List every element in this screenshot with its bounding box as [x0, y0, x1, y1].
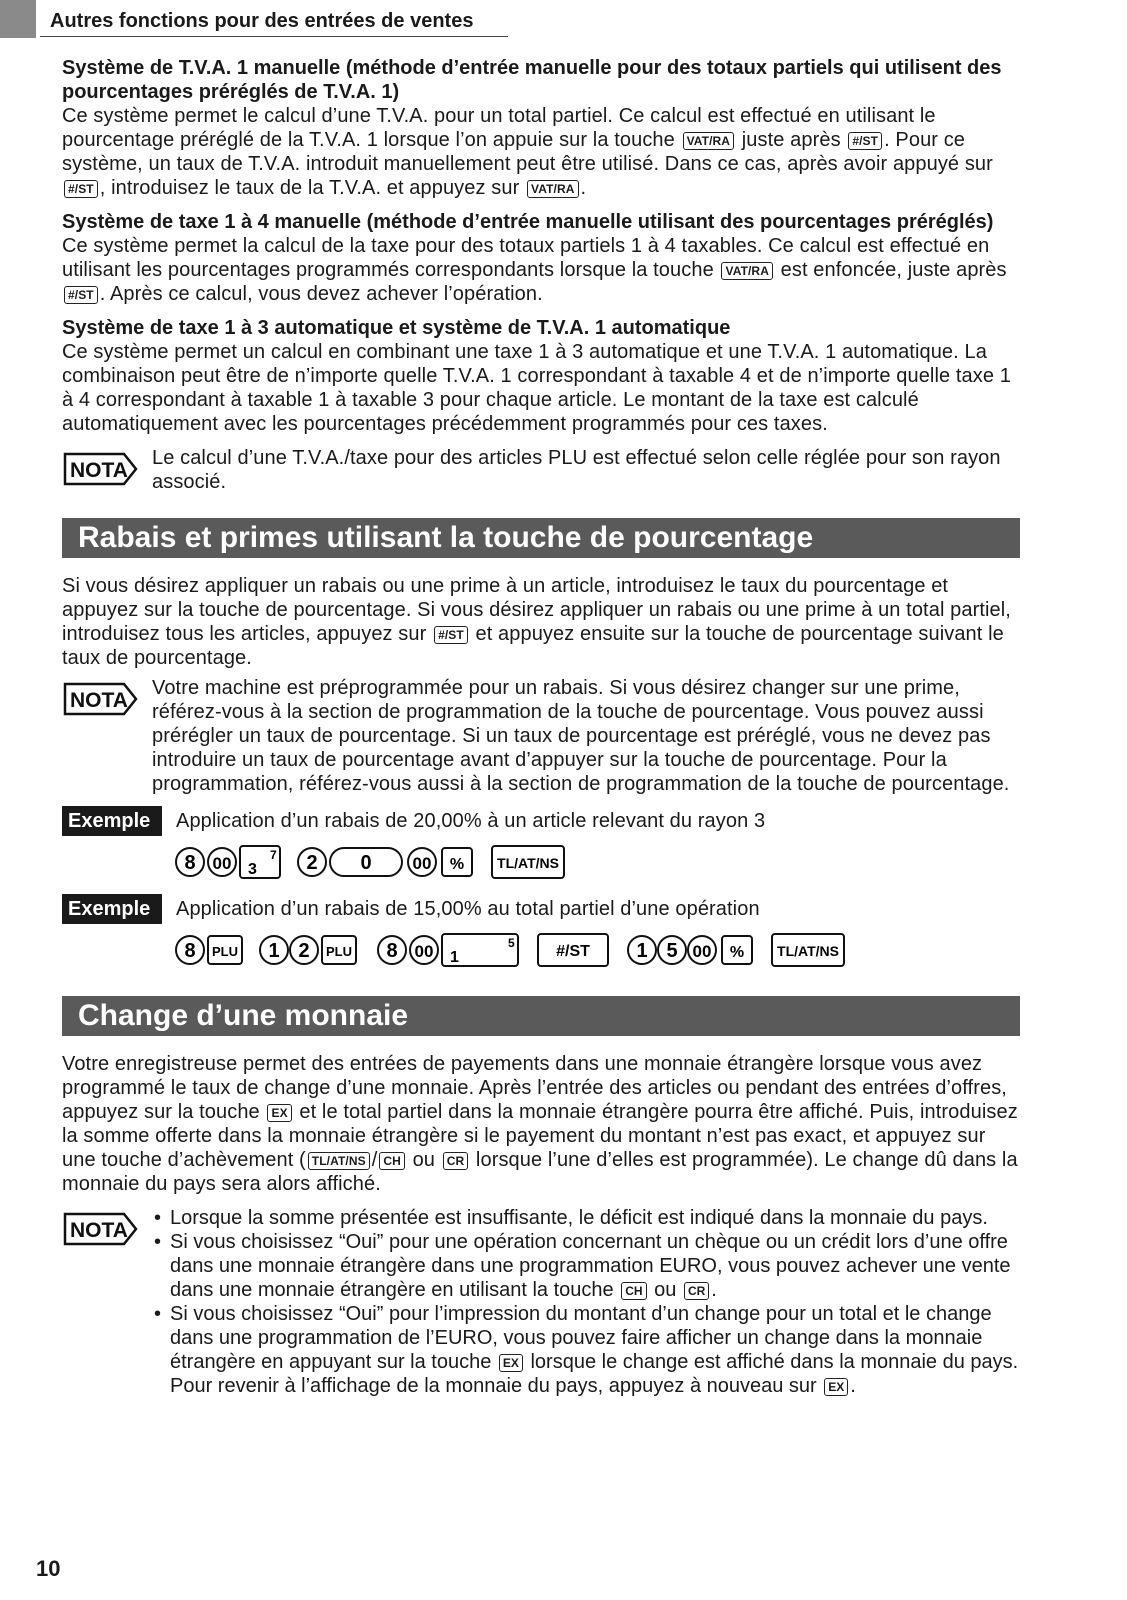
- key-vatra: VAT/RA: [721, 262, 773, 280]
- header-tab-marker: [0, 0, 36, 38]
- svg-text:NOTA: NOTA: [70, 1219, 128, 1242]
- digit-key-00: [208, 848, 236, 876]
- svg-text:00: 00: [692, 942, 712, 961]
- section-title-discount: Rabais et primes utilisant la touche de pourcentage: [62, 518, 1020, 558]
- key-cr: CR: [684, 1282, 709, 1300]
- svg-text:8: 8: [184, 940, 196, 962]
- tax-automatic: [62, 316, 1020, 436]
- paragraph: Ce système permet le calcul d’une T.V.A. pour un total partiel. Ce calcul est effectué en utilisant le pourcentage préréglé de la T.V.A. 1 lorsque l’on appuie sur la touche VAT/RA juste après #/ST . Pour ce système, un taux de T.V.A. introduit manuellement peut être utilisé. Dans ce cas, après avoir appuyé sur #/ST , introduisez le taux de la T.V.A. et appuyez sur VAT/RA .: [62, 105, 993, 199]
- svg-text:00: 00: [412, 854, 432, 873]
- key-sequence-2: [174, 928, 1020, 972]
- key-ex: EX: [824, 1378, 848, 1396]
- example-2: [62, 894, 1020, 924]
- svg-text:8: 8: [184, 852, 196, 874]
- example-badge: Exemple: [62, 894, 162, 924]
- svg-text:TL/AT/NS: TL/AT/NS: [777, 943, 839, 959]
- digit-key-5: [658, 936, 686, 964]
- svg-text:#/ST: #/ST: [556, 943, 590, 960]
- nota-text: Votre machine est préprogrammée pour un rabais. Si vous désirez changer sur une prime, référez-vous à la section de programmation de la touche de pourcentage. Vous pouvez aussi prérégler un taux de pourcentage. Si un taux de pourcentage est préréglé, vous ne devez pas introduire un taux de pourcentage avant d’appuyer sur la touche de pourcentage. Pour la programmation, référez-vous aussi à la section de programmation de la touche de pourcentage.: [152, 677, 1010, 795]
- digit-key-2: [298, 848, 326, 876]
- digit-key-00: [410, 936, 438, 964]
- nota-badge-icon: [62, 1206, 140, 1252]
- nota-note: [62, 1206, 1020, 1398]
- svg-text:%: %: [729, 944, 745, 961]
- key-sequence-1: [174, 840, 1020, 884]
- svg-text:3: 3: [248, 861, 257, 878]
- example-badge: Exemple: [62, 806, 162, 836]
- svg-text:NOTA: NOTA: [70, 689, 128, 712]
- list-item: • Lorsque la somme présentée est insuffisante, le déficit est indiqué dans la monnaie du pays.: [152, 1206, 1020, 1230]
- svg-text:2: 2: [298, 940, 310, 962]
- tlatns-key: [772, 934, 844, 966]
- list-item: • Si vous choisissez “Oui” pour l’impression du montant d’un change pour un total et le change dans une programmation de l’EURO, vous pouvez faire afficher un change dans la monnaie étrangère en appuyant sur la touche EX lorsque le change est affiché dans la monnaie du pays. Pour revenir à l’affichage de la monnaie du pays, appuyez à nouveau sur EX .: [152, 1302, 1020, 1398]
- svg-text:2: 2: [306, 852, 318, 874]
- svg-text:00: 00: [414, 942, 434, 961]
- svg-text:7: 7: [270, 848, 277, 862]
- key-st: #/ST: [64, 286, 98, 304]
- key-ex: EX: [499, 1354, 523, 1372]
- key-st: #/ST: [848, 132, 882, 150]
- nota-badge-icon: [62, 676, 140, 722]
- digit-key-8: [176, 848, 204, 876]
- vat-manual-1: [62, 56, 1020, 200]
- header-rule: [40, 36, 508, 37]
- dept-key-1: [442, 934, 518, 966]
- example-text: Application d’un rabais de 15,00% au total partiel d’une opération: [176, 898, 760, 920]
- digit-key-0: [330, 848, 402, 876]
- nota-note: [62, 446, 1020, 494]
- digit-key-8: [176, 936, 204, 964]
- svg-text:5: 5: [508, 936, 515, 950]
- digit-key-00: [408, 848, 436, 876]
- plu-key: [322, 936, 356, 964]
- key-cr: CR: [443, 1152, 469, 1170]
- digit-key-00: [688, 936, 716, 964]
- dept-key-3: [240, 846, 280, 878]
- digit-key-8: [378, 936, 406, 964]
- subheading: Système de taxe 1 à 3 automatique et système de T.V.A. 1 automatique: [62, 317, 731, 339]
- paragraph: Votre enregistreuse permet des entrées de payements dans une monnaie étrangère lorsque vous avez programmé le taux de change d’une monnaie. Après l’entrée des articles ou pendant des entrées d’offres, appuyez sur la touche EX et le total partiel dans la monnaie étrangère pourra être affiché. Puis, introduisez la somme offerte dans la monnaie étrangère si le payement du montant n’est pas exact, et appuyez sur une touche d’achèvement ( TL/AT/NS / CH ou CR lorsque l’une d’elles est programmée). Le change dû dans la monnaie du pays sera alors affiché.: [62, 1053, 1018, 1195]
- svg-text:1: 1: [450, 949, 459, 966]
- section-title-currency: Change d’une monnaie: [62, 996, 1020, 1036]
- svg-text:1: 1: [636, 940, 648, 962]
- svg-text:0: 0: [360, 852, 372, 874]
- key-ch: CH: [379, 1152, 405, 1170]
- svg-text:5: 5: [666, 940, 678, 962]
- svg-text:PLU: PLU: [212, 944, 238, 959]
- digit-key-2: [290, 936, 318, 964]
- key-ch: CH: [621, 1282, 646, 1300]
- nota-text: Le calcul d’une T.V.A./taxe pour des articles PLU est effectué selon celle réglée pour son rayon associé.: [152, 447, 1001, 493]
- key-vatra: VAT/RA: [527, 180, 579, 198]
- svg-text:PLU: PLU: [326, 944, 352, 959]
- svg-text:TL/AT/NS: TL/AT/NS: [497, 855, 559, 871]
- header-title: Autres fonctions pour des entrées de ventes: [50, 10, 474, 32]
- nota-note: [62, 676, 1020, 796]
- svg-text:NOTA: NOTA: [70, 459, 128, 482]
- tlatns-key: [492, 846, 564, 878]
- key-vatra: VAT/RA: [683, 132, 735, 150]
- paragraph: Ce système permet un calcul en combinant une taxe 1 à 3 automatique et une T.V.A. 1 automatique. La combinaison peut être de n’importe quelle T.V.A. 1 correspondant à taxable 4 et de n’importe quelle taxe 1 à 4 correspondant à taxable 1 à taxable 3 pour chaque article. Le montant de la taxe est calculé automatiquement avec les pourcentages précédemment programmés pour ces taxes.: [62, 341, 1011, 435]
- percent-key: [722, 936, 752, 964]
- paragraph: Si vous désirez appliquer un rabais ou une prime à un article, introduisez le taux du pourcentage et appuyez sur la touche de pourcentage. Si vous désirez appliquer un rabais ou une prime à un total partiel, introduisez tous les articles, appuyez sur #/ST et appuyez ensuite sur la touche de pourcentage suivant le taux de pourcentage.: [62, 575, 1011, 669]
- st-key: [538, 934, 608, 966]
- page-content: [62, 56, 1020, 1408]
- digit-key-1: [260, 936, 288, 964]
- key-st: #/ST: [64, 180, 98, 198]
- running-header: [0, 0, 510, 38]
- key-st: #/ST: [434, 626, 468, 644]
- key-ex: EX: [267, 1104, 291, 1122]
- svg-text:%: %: [449, 856, 465, 873]
- key-tlatns: TL/AT/NS: [308, 1152, 370, 1170]
- list-item: • Si vous choisissez “Oui” pour une opération concernant un chèque ou un crédit lors d’une offre dans une monnaie étrangère dans une programmation EURO, vous pouvez achever une vente dans une monnaie étrangère en utilisant la touche CH ou CR .: [152, 1230, 1020, 1302]
- percent-key: [442, 848, 472, 876]
- svg-text:8: 8: [386, 940, 398, 962]
- nota-badge-icon: [62, 446, 140, 492]
- example-1: [62, 806, 1020, 836]
- svg-text:1: 1: [268, 940, 280, 962]
- page-number: 10: [36, 1556, 61, 1581]
- nota-bullet-list: [152, 1206, 1020, 1398]
- example-text: Application d’un rabais de 20,00% à un article relevant du rayon 3: [176, 810, 766, 832]
- plu-key: [208, 936, 242, 964]
- tax-manual-1-4: [62, 210, 1020, 306]
- svg-text:00: 00: [212, 854, 232, 873]
- paragraph: Ce système permet la calcul de la taxe pour des totaux partiels 1 à 4 taxables. Ce calcul est effectué en utilisant les pourcentages programmés correspondants lorsque la touche VAT/RA est enfoncée, juste après #/ST . Après ce calcul, vous devez achever l’opération.: [62, 235, 1007, 305]
- subheading: Système de taxe 1 à 4 manuelle (méthode d’entrée manuelle utilisant des pourcentages préréglés): [62, 211, 994, 233]
- digit-key-1: [628, 936, 656, 964]
- subheading: Système de T.V.A. 1 manuelle (méthode d’entrée manuelle pour des totaux partiels qui utilisent des pourcentages préréglés de T.V.A. 1): [62, 57, 1002, 103]
